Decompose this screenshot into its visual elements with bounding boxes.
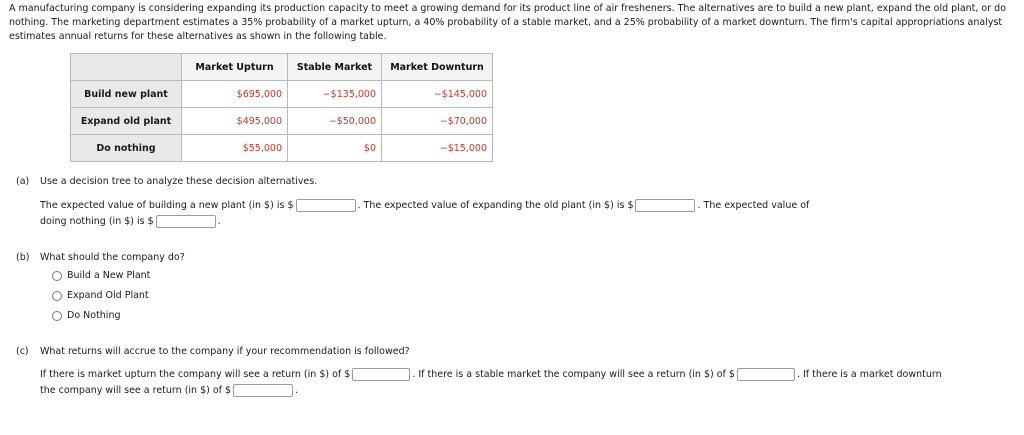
part-c-text3: . If there is a market downturn (796, 369, 942, 380)
part-b-question: What should the company do? (40, 252, 185, 263)
part-b-label: (b) (16, 252, 30, 263)
part-a-text5: . (217, 216, 221, 227)
part-a-line2 (40, 215, 221, 229)
table-cell: $695,000 (182, 81, 288, 108)
option-expand-old-plant[interactable]: Expand Old Plant (52, 289, 149, 303)
return-downturn-input[interactable] (233, 384, 293, 397)
ev-do-nothing-input[interactable] (156, 215, 216, 228)
ev-new-plant-input[interactable] (296, 199, 356, 212)
table-cell: $0 (288, 135, 382, 162)
part-a-label: (a) (16, 176, 30, 187)
part-c-line1 (40, 368, 942, 382)
part-c-text1: If there is market upturn the company will see a return (in $) of $ (40, 369, 351, 380)
table-cell: −$145,000 (382, 81, 493, 108)
radio-button[interactable] (52, 271, 62, 281)
part-a-text2: . The expected value of expanding the old plant (in $) is $ (357, 200, 634, 211)
table-cell: −$135,000 (288, 81, 382, 108)
table-cell: −$70,000 (382, 108, 493, 135)
column-header-market-downturn: Market Downturn (382, 54, 493, 81)
part-a-question: Use a decision tree to analyze these decision alternatives. (40, 176, 318, 187)
return-stable-input[interactable] (737, 368, 795, 381)
table-row (71, 108, 493, 135)
part-a-text4: doing nothing (in $) is $ (40, 216, 154, 227)
table-header-row (71, 54, 493, 81)
part-c-label: (c) (16, 346, 29, 357)
row-header-expand-old-plant: Expand old plant (71, 108, 182, 135)
part-c-text4: the company will see a return (in $) of $ (40, 385, 232, 396)
table-cell: $495,000 (182, 108, 288, 135)
part-c-text5: . (295, 385, 299, 396)
part-a-text1: The expected value of building a new plant (in $) is $ (40, 200, 294, 211)
returns-table (70, 53, 493, 162)
row-header-build-new-plant: Build new plant (71, 81, 182, 108)
table-cell: −$50,000 (288, 108, 382, 135)
problem-intro: A manufacturing company is considering expanding its production capacity to meet a growing demand for its product line of air fresheners. The alternatives are to build a new plant, expand the old plant, or do nothing. The marketing department estimates a 35% probability of a market upturn, a 40% probability of a stable market, and a 25% probability of a market downturn. The firm's capital appropriations analyst estimates annual returns for these alternatives as shown in the following table. (9, 3, 1007, 42)
table-row (71, 81, 493, 108)
ev-expand-plant-input[interactable] (635, 199, 695, 212)
column-header-stable-market: Stable Market (288, 54, 382, 81)
radio-button[interactable] (52, 311, 62, 321)
radio-button[interactable] (52, 291, 62, 301)
return-upturn-input[interactable] (352, 368, 410, 381)
table-row (71, 135, 493, 162)
table-cell: $55,000 (182, 135, 288, 162)
column-header-market-upturn: Market Upturn (182, 54, 288, 81)
part-a-line1 (40, 199, 809, 213)
option-build-new-plant[interactable]: Build a New Plant (52, 269, 150, 283)
table-cell: −$15,000 (382, 135, 493, 162)
part-c-question: What returns will accrue to the company if your recommendation is followed? (40, 346, 410, 357)
part-a-text3: . The expected value of (697, 200, 810, 211)
row-header-do-nothing: Do nothing (71, 135, 182, 162)
option-do-nothing[interactable]: Do Nothing (52, 309, 121, 323)
table-corner (71, 54, 182, 81)
part-c-text2: . If there is a stable market the company will see a return (in $) of $ (412, 369, 735, 380)
part-c-line2 (40, 384, 298, 398)
